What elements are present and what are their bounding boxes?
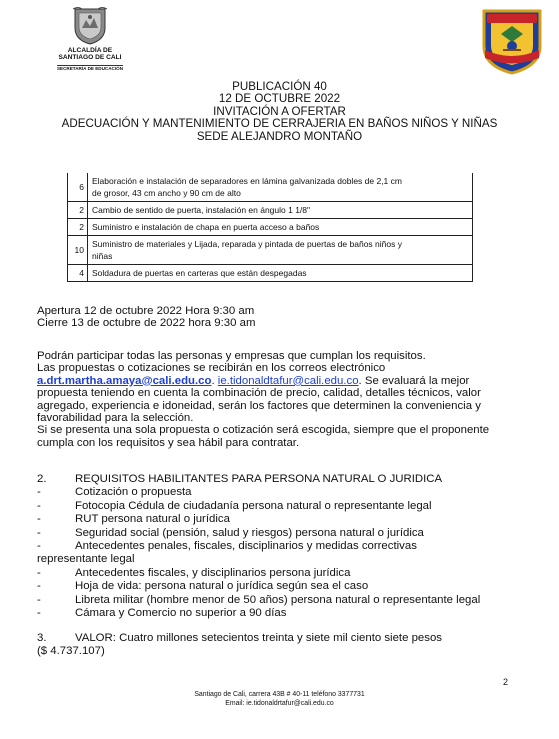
requirement-text: Fotocopia Cédula de ciudadanía persona natural o representante legal [75, 499, 432, 512]
item-description [88, 173, 473, 202]
requirements-heading-row [37, 473, 517, 486]
participation-line: agregado, experiencia e idoneidad, serán los factores que determinen la conveniencia y [37, 399, 481, 412]
section-number: 3. [37, 632, 47, 644]
requirement-text: RUT persona natural o jurídica [75, 513, 230, 526]
item-description-line: niñas [92, 251, 113, 261]
logo-text-city: SANTIAGO DE CALI [58, 54, 122, 61]
participation-line: Si se presenta una sola propuesta o cotización será escogida, siempre que el proponente [37, 424, 490, 437]
item-description-line: Suministro de materiales y Lijada, reparada y pintada de puertas de baños niños y [92, 239, 402, 249]
separator: . [211, 374, 218, 387]
list-item [37, 540, 517, 553]
list-item [37, 580, 517, 593]
requirement-text: Cotización o propuesta [75, 486, 192, 499]
requirement-text: Hoja de vida: persona natural o jurídica según sea el caso [75, 580, 369, 593]
item-quantity: 6 [68, 173, 88, 202]
participation-line: favorabilidad para la selección. [37, 412, 194, 425]
footer [0, 690, 559, 708]
footer-email: Email: ie.tidonaldrtafur@cali.edu.co [225, 700, 334, 707]
bullet: - [37, 566, 41, 579]
requirement-text: Libreta militar (hombre menor de 50 años) persona natural o representante legal [75, 593, 481, 606]
publication-number: PUBLICACIÓN 40 [232, 80, 327, 93]
site-name: SEDE ALEJANDRO MONTAÑO [196, 129, 363, 143]
bullet: - [37, 580, 41, 593]
item-description: Cambio de sentido de puerta, instalación en ángulo 1 1/8" [88, 202, 473, 219]
email-link-school[interactable]: ie.tidonaldtafur@cali.edu.co [217, 374, 359, 387]
list-item [37, 513, 517, 526]
requirement-text: Antecedentes fiscales, y disciplinarios persona jurídica [75, 566, 351, 579]
requirements-heading: REQUISITOS HABILITANTES PARA PERSONA NATURAL O JURIDICA [75, 473, 443, 485]
items-table [67, 173, 473, 282]
participation-section [37, 350, 509, 449]
participation-line: Las propuestas o cotizaciones se recibirán en los correos electrónico [37, 362, 386, 375]
item-description-line: Elaboración e instalación de separadores en lámina galvanizada dobles de 2,1 cm [92, 176, 402, 186]
publication-title [0, 81, 559, 143]
participation-line: . Se evaluará la mejor [358, 374, 470, 387]
participation-line: propuesta teniendo en cuenta la combinación de precio, calidad, detalles técnicos, valor [37, 387, 481, 400]
requirement-text: Cámara y Comercio no superior a 90 días [75, 606, 287, 619]
item-quantity: 2 [68, 202, 88, 219]
list-item [37, 486, 517, 499]
list-item [37, 594, 517, 607]
value-amount-row [37, 645, 517, 658]
item-quantity: 10 [68, 236, 88, 265]
table-row [68, 219, 473, 236]
value-text: VALOR: Cuatro millones setecientos treinta y siete mil ciento siete pesos [75, 632, 442, 644]
table-row [68, 236, 473, 265]
item-description: Soldadura de puertas en carteras que están despegadas [88, 265, 473, 282]
invitation-heading: INVITACIÓN A OFERTAR [213, 104, 346, 118]
logo-text-secretaria: SECRETARÍA DE EDUCACIÓN [56, 66, 124, 71]
requirement-text: Seguridad social (pensión, salud y riesgos) persona natural o jurídica [75, 526, 424, 539]
bullet: - [37, 606, 41, 619]
section-number: 2. [37, 473, 47, 485]
list-item [37, 500, 517, 513]
value-amount: ($ 4.737.107) [37, 645, 105, 658]
bullet: - [37, 486, 41, 499]
table-row [68, 173, 473, 202]
item-quantity: 2 [68, 219, 88, 236]
page-number: 2 [503, 677, 509, 687]
opening-date: Apertura 12 de octubre 2022 Hora 9:30 am [37, 305, 255, 317]
list-item [37, 607, 517, 620]
bullet: - [37, 499, 41, 512]
list-item [37, 527, 517, 540]
item-quantity: 4 [68, 265, 88, 282]
schedule [37, 305, 509, 330]
alcaldia-logo [48, 6, 132, 73]
email-link-martha[interactable]: a.drt.martha.amaya@cali.edu.co [37, 374, 212, 387]
requirement-text: Antecedentes penales, fiscales, disciplinarios y medidas correctivas [75, 539, 417, 552]
participation-emails-line [37, 375, 509, 387]
project-title: ADECUACIÓN Y MANTENIMIENTO DE CERRAJERIA EN BAÑOS NIÑOS Y NIÑAS [61, 117, 498, 131]
school-crest-icon [479, 6, 545, 76]
coat-of-arms-icon [72, 6, 108, 46]
school-logo [479, 6, 545, 76]
closing-date: Cierre 13 de octubre de 2022 hora 9:30 am [37, 317, 256, 330]
list-item [37, 567, 517, 580]
publication-date: 12 DE OCTUBRE 2022 [218, 92, 341, 106]
requirement-text: representante legal [37, 553, 135, 566]
value-section [37, 632, 517, 659]
item-description-line: de grosor, 43 cm ancho y 90 cm de alto [92, 188, 241, 198]
requirements-section [37, 473, 517, 620]
list-item-continuation [37, 553, 517, 566]
footer-address: Santiago de Cali, carrera 43B # 40-11 teléfono 3377731 [194, 691, 365, 698]
table-row [68, 202, 473, 219]
participation-line: cumpla con los requisitos y sea hábil para contratar. [37, 436, 300, 449]
value-row [37, 632, 517, 645]
item-description: Suministro e instalación de chapa en puerta acceso a baños [88, 219, 473, 236]
logo-text-alcaldia: ALCALDÍA DE [67, 47, 113, 54]
bullet: - [37, 593, 41, 606]
bullet: - [37, 526, 41, 539]
bullet: - [37, 513, 41, 526]
bullet: - [37, 539, 41, 552]
table-row [68, 265, 473, 282]
item-description [88, 236, 473, 265]
participation-line: Podrán participar todas las personas y empresas que cumplan los requisitos. [37, 350, 426, 362]
